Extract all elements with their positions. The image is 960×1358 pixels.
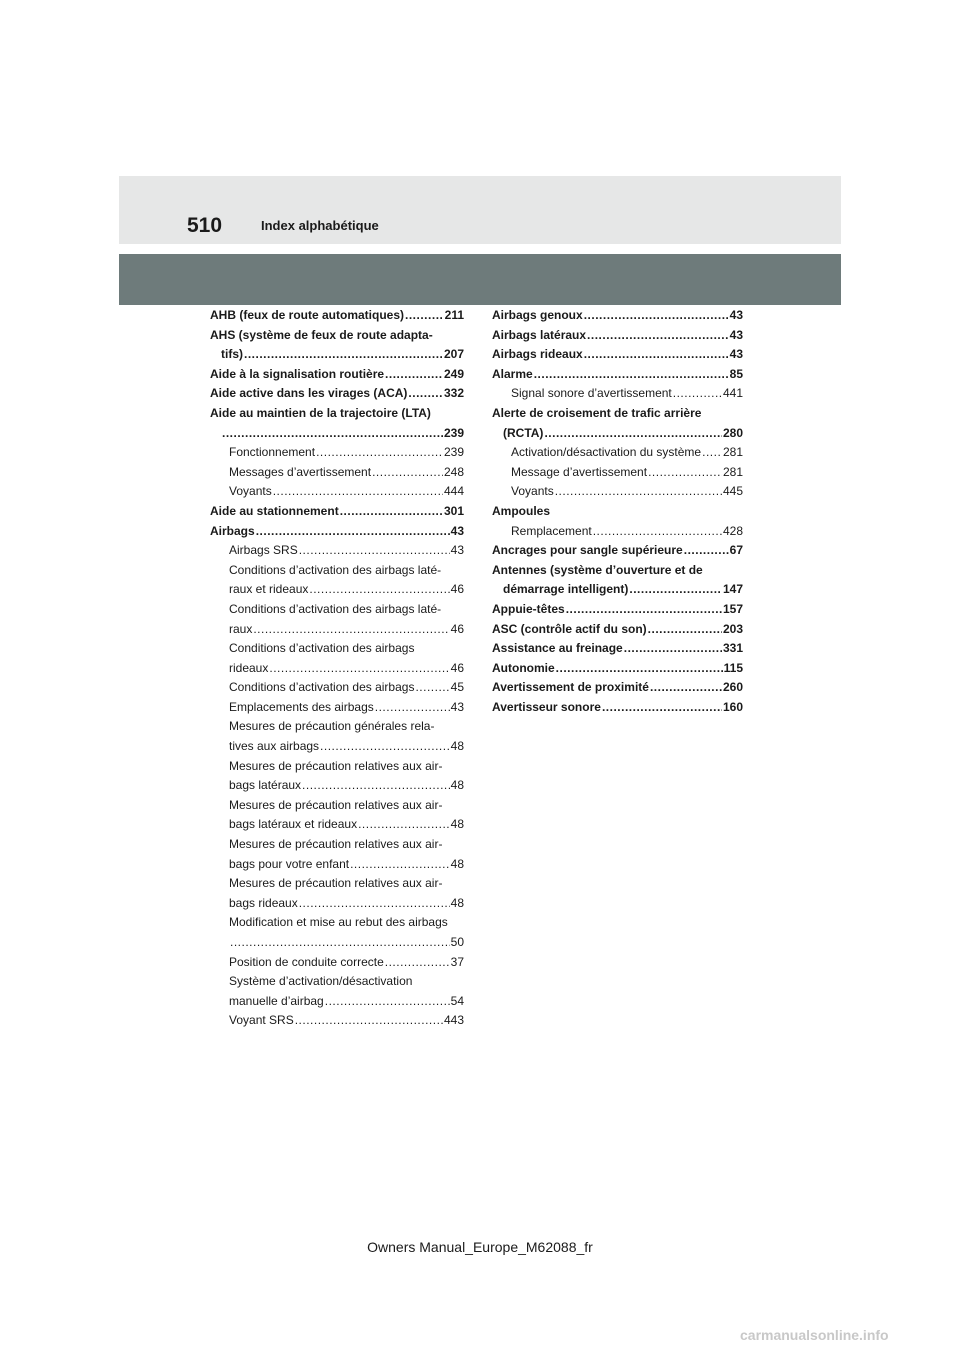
index-subentry-continuation: bags rideaux ..... 48 [210, 894, 464, 914]
header-band [119, 176, 841, 244]
index-subentry-continuation: rideaux ..... 46 [210, 659, 464, 679]
index-entry: Ancrages pour sangle supérieure ..... 67 [492, 541, 743, 561]
index-entry: Airbags ..... 43 [210, 522, 464, 542]
index-subentry: Voyant SRS ..... 443 [210, 1011, 464, 1031]
index-subentry: Activation/désactivation du système ..... 281 [492, 443, 743, 463]
index-entry: Aide à la signalisation routière ..... 249 [210, 365, 464, 385]
index-subentry: Mesures de précaution relatives aux air- [229, 758, 443, 773]
index-subentry: Système d’activation/désactivation [229, 974, 413, 989]
page-number: 510 [187, 214, 223, 237]
index-entry: Airbags rideaux ..... 43 [492, 345, 743, 365]
index-entry: Alarme ..... 85 [492, 365, 743, 385]
index-subentry: Mesures de précaution relatives aux air- [229, 876, 443, 891]
index-subentry-continuation: tives aux airbags ..... 48 [210, 737, 464, 757]
index-entry: AHS (système de feux de route adapta- [210, 327, 433, 342]
index-entry: Assistance au freinage ..... 331 [492, 639, 743, 659]
index-entry-continuation: tifs) ..... 207 [210, 345, 464, 365]
index-entry: Aide active dans les virages (ACA) ..... 332 [210, 384, 464, 404]
index-subentry: Signal sonore d’avertissement ..... 441 [492, 384, 743, 404]
index-entry-continuation: ..... 239 [210, 424, 464, 444]
index-subentry-continuation: bags latéraux ..... 48 [210, 776, 464, 796]
index-entry-continuation: démarrage intelligent) ..... 147 [492, 580, 743, 600]
footer-document-id: Owners Manual_Europe_M62088_fr [367, 1239, 593, 1255]
index-entry: ASC (contrôle actif du son) ..... 203 [492, 620, 743, 640]
index-entry: Ampoules [492, 503, 551, 518]
index-subentry: Mesures de précaution relatives aux air- [229, 797, 443, 812]
index-subentry: Messages d’avertissement ..... 248 [210, 463, 464, 483]
index-entry: Autonomie ..... 115 [492, 659, 743, 679]
index-column-left [210, 306, 464, 1031]
index-entry: Aide au stationnement ..... 301 [210, 502, 464, 522]
index-entry: Alerte de croisement de trafic arrière [492, 405, 702, 420]
index-subentry: Mesures de précaution relatives aux air- [229, 837, 443, 852]
index-entry-continuation: (RCTA) ..... 280 [492, 424, 743, 444]
index-entry: Avertissement de proximité ..... 260 [492, 678, 743, 698]
index-subentry: Conditions d’activation des airbags [229, 641, 415, 656]
index-subentry-continuation: ..... 50 [210, 933, 464, 953]
index-entry: Airbags latéraux ..... 43 [492, 326, 743, 346]
index-subentry: Conditions d’activation des airbags laté- [229, 601, 442, 616]
watermark: carmanualsonline.info [740, 1327, 889, 1343]
index-subentry-continuation: bags pour votre enfant ..... 48 [210, 855, 464, 875]
index-subentry-continuation: manuelle d’airbag ..... 54 [210, 992, 464, 1012]
index-subentry: Mesures de précaution générales rela- [229, 719, 435, 734]
index-subentry: Message d’avertissement ..... 281 [492, 463, 743, 483]
index-subentry-continuation: raux et rideaux ..... 46 [210, 580, 464, 600]
section-title: Index alphabétique [261, 218, 379, 233]
index-subentry: Emplacements des airbags ..... 43 [210, 698, 464, 718]
index-entry: Antennes (système d’ouverture et de [492, 562, 703, 577]
index-entry: Aide au maintien de la trajectoire (LTA) [210, 405, 431, 420]
index-subentry: Conditions d’activation des airbags ..... 45 [210, 678, 464, 698]
index-entry: Appuie-têtes ..... 157 [492, 600, 743, 620]
index-subentry-continuation: raux ..... 46 [210, 620, 464, 640]
index-entry: AHB (feux de route automatiques) ..... 211 [210, 306, 464, 326]
index-subentry: Voyants ..... 444 [210, 482, 464, 502]
index-subentry: Conditions d’activation des airbags laté- [229, 562, 442, 577]
index-subentry: Position de conduite correcte ..... 37 [210, 953, 464, 973]
index-subentry: Modification et mise au rebut des airbags [229, 915, 448, 930]
index-subentry: Airbags SRS ..... 43 [210, 541, 464, 561]
index-column-right [492, 306, 743, 717]
index-entry: Avertisseur sonore ..... 160 [492, 698, 743, 718]
index-subentry: Fonctionnement ..... 239 [210, 443, 464, 463]
index-subentry: Voyants ..... 445 [492, 482, 743, 502]
section-banner [119, 254, 841, 305]
index-entry: Airbags genoux ..... 43 [492, 306, 743, 326]
index-subentry-continuation: bags latéraux et rideaux ..... 48 [210, 815, 464, 835]
index-subentry: Remplacement ..... 428 [492, 522, 743, 542]
